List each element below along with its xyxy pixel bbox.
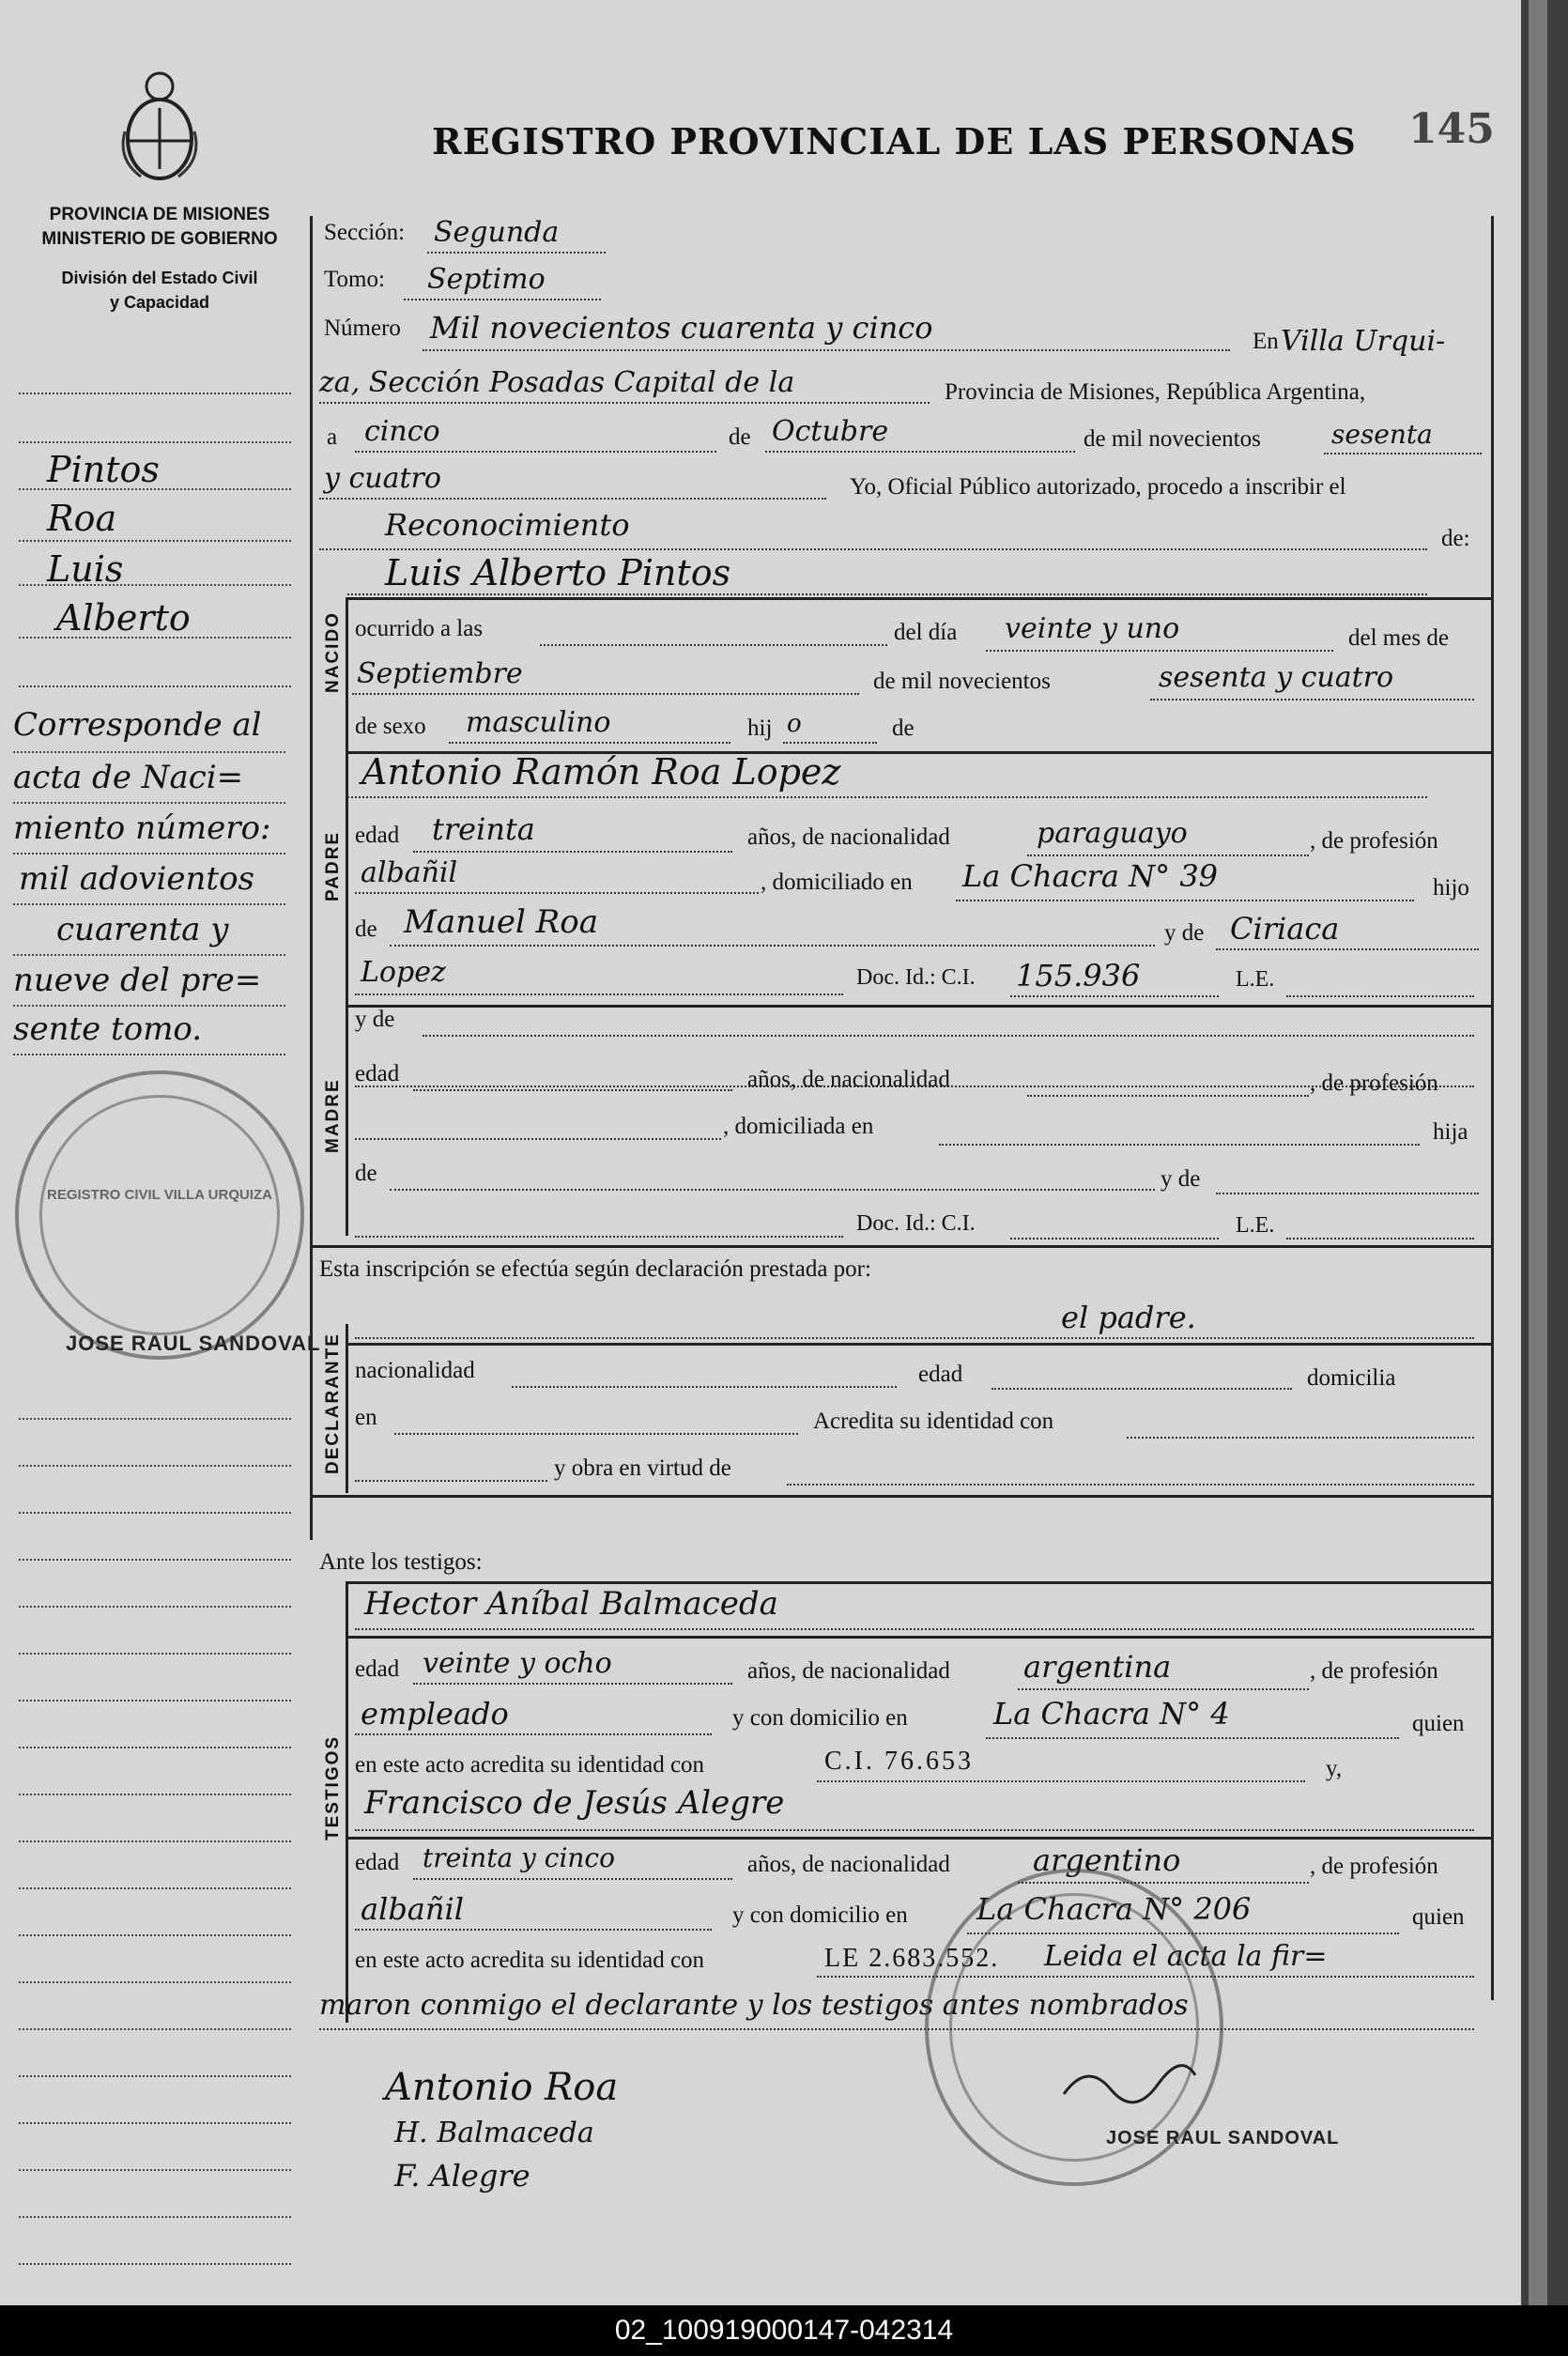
madre-y-de2-label: y de	[1161, 1166, 1201, 1192]
org-province: PROVINCIA DE MISIONES	[49, 205, 270, 224]
official-name-stamp-right	[1106, 2128, 1339, 2149]
margin-note-line: miento número:	[13, 809, 271, 847]
dia-value: cinco	[364, 415, 440, 448]
testigo-prof-label: , de profesión	[1310, 1658, 1438, 1684]
testigo1-nombre: Hector Aníbal Balmaceda	[364, 1585, 778, 1623]
declarante-en-label: en	[355, 1405, 377, 1430]
testigo1-dom: La Chacra N° 4	[993, 1696, 1230, 1732]
section-label-testigos: TESTIGOS	[323, 1734, 343, 1840]
de-colon-label: de:	[1441, 526, 1470, 551]
testigo2-prof: albañil	[361, 1891, 464, 1927]
madre-dom-label: , domiciliada en	[723, 1114, 874, 1139]
testigo1-nac: argentina	[1023, 1649, 1172, 1685]
en-label: En	[1253, 329, 1279, 354]
provincia-text: Provincia de Misiones, República Argentina,	[945, 379, 1366, 405]
ocurrido-label: ocurrido a las	[355, 616, 484, 641]
declarante-nac-label: nacionalidad	[355, 1358, 475, 1383]
acto-value: Reconocimiento	[385, 507, 630, 543]
document-title: REGISTRO PROVINCIAL DE LAS PERSONAS	[432, 120, 1357, 162]
padre-prof-value: albañil	[361, 856, 458, 889]
section-label-nacido: NACIDO	[323, 611, 343, 693]
a-label: a	[327, 424, 338, 450]
padre-de-label: de	[355, 916, 377, 942]
padre-madre-de: Ciriaca	[1230, 911, 1340, 947]
section-label-declarante: DECLARANTE	[323, 1332, 343, 1474]
official-name: JOSE RAUL SANDOVAL	[1106, 2128, 1340, 2148]
testigo2-dom: La Chacra N° 206	[976, 1891, 1252, 1927]
oficial-text: Yo, Oficial Público autorizado, procedo a inscribir el	[850, 474, 1346, 500]
hij-value: o	[787, 710, 802, 738]
padre-y-de-label: y de	[1164, 920, 1205, 946]
tomo-label: Tomo:	[324, 267, 385, 292]
margin-given-2: Alberto	[56, 597, 191, 639]
official-seal-stamp	[15, 1070, 304, 1360]
padre-dom-label: , domiciliado en	[761, 870, 913, 895]
org-capacity: y Capacidad	[109, 293, 210, 312]
section-divider	[310, 1245, 1491, 1248]
del-dia-label: del día	[894, 620, 958, 645]
testigo-acredita-label: en este acto acredita su identidad con	[355, 1948, 705, 1973]
padre-nac-label: años, de nacionalidad	[747, 824, 950, 850]
stamp-text: REGISTRO CIVIL VILLA URQUIZA	[46, 1187, 272, 1203]
section-divider	[347, 597, 1491, 600]
declarante-value: el padre.	[1061, 1300, 1196, 1335]
section-label-madre: MADRE	[323, 1078, 343, 1153]
declarante-acredita-label: Acredita su identidad con	[813, 1409, 1054, 1434]
testigo-acredita-label: en este acto acredita su identidad con	[355, 1752, 705, 1778]
padre-dom-value: La Chacra N° 39	[962, 858, 1219, 894]
testigo-y-label: y,	[1326, 1756, 1343, 1781]
testigo1-doc: C.I. 76.653	[824, 1747, 974, 1776]
testigo-edad-label: edad	[355, 1850, 400, 1875]
file-id-footer: 02_100919000147-042314	[0, 2305, 1568, 2356]
mes-value: Octubre	[772, 415, 889, 448]
signature-testigo-1: H. Balmaceda	[394, 2117, 594, 2149]
madre-le-label: L.E.	[1236, 1213, 1275, 1238]
madre-hija-label: hija	[1433, 1119, 1468, 1145]
section-divider	[347, 1005, 1491, 1008]
padre-edad-label: edad	[355, 823, 400, 848]
numero-value: Mil novecientos cuarenta y cinco	[430, 310, 933, 346]
madre-doc-label: Doc. Id.: C.I.	[856, 1211, 976, 1236]
nacido-anio-value: sesenta y cuatro	[1159, 661, 1394, 694]
nacido-mil-label: de mil novecientos	[873, 669, 1051, 694]
signature-official-scribble	[1059, 2056, 1200, 2113]
nacido-nombre: Luis Alberto Pintos	[385, 552, 731, 593]
section-column-border	[346, 597, 348, 1236]
margin-surname-1: Pintos	[47, 449, 160, 490]
official-name: JOSE RAUL SANDOVAL	[66, 1332, 321, 1355]
margin-note-line: acta de Naci=	[13, 759, 244, 796]
testigo2-nombre: Francisco de Jesús Alegre	[364, 1784, 785, 1822]
margin-surname-2: Roa	[47, 498, 117, 539]
testigo2-nac: argentino	[1033, 1842, 1181, 1878]
section-divider	[347, 1343, 1491, 1346]
testigo-quien2-label: quien	[1412, 1904, 1465, 1930]
padre-nac-value: paraguayo	[1037, 817, 1188, 850]
madre-y-de-label: y de	[355, 1007, 395, 1032]
section-divider	[347, 1581, 1491, 1584]
section-column-border	[346, 1324, 348, 1493]
padre-le-label: L.E.	[1236, 967, 1275, 992]
testigo-dom-label: y con domicilio en	[732, 1705, 908, 1731]
testigo-nac-label: años, de nacionalidad	[747, 1658, 950, 1684]
org-division: División del Estado Civil	[61, 269, 258, 287]
testigo1-prof: empleado	[361, 1696, 509, 1732]
margin-note-line: cuarenta y	[56, 911, 229, 948]
signature-declarante: Antonio Roa	[385, 2066, 619, 2109]
signature-testigo-2: F. Alegre	[394, 2158, 530, 2194]
numero-label: Número	[324, 316, 401, 341]
del-mes-label: del mes de	[1348, 625, 1449, 651]
testigo-quien-label: quien	[1412, 1711, 1465, 1736]
padre-nombre: Antonio Ramón Roa Lopez	[361, 751, 841, 793]
section-column-border	[346, 1581, 348, 2023]
closing-line-2: maron conmigo el declarante y los testigos antes nombrados	[319, 1989, 1189, 2022]
declarante-dom-label: domicilia	[1307, 1365, 1396, 1391]
padre-doc-value: 155.936	[1016, 958, 1141, 993]
margin-note-line: Corresponde al	[13, 706, 262, 744]
margin-given-1: Luis	[47, 548, 124, 590]
page-number: 145	[1408, 105, 1495, 153]
margin-note-line: mil adovientos	[19, 860, 254, 898]
madre-edad-label: edad	[355, 1061, 400, 1086]
nacido-de-label: de	[892, 716, 915, 741]
madre-de-label: de	[355, 1161, 377, 1186]
de-label: de	[729, 424, 751, 450]
tomo-value: Septimo	[427, 263, 546, 296]
en-value: Villa Urqui-	[1281, 325, 1446, 358]
declarante-obra-label: y obra en virtud de	[554, 1455, 731, 1481]
madre-prof-label: , de profesión	[1310, 1070, 1438, 1096]
padre-hijo-label: hijo	[1433, 875, 1469, 901]
declarante-edad-label: edad	[918, 1362, 963, 1387]
official-name-stamp-left	[66, 1332, 320, 1356]
org-ministry: MINISTERIO DE GOBIERNO	[41, 229, 278, 249]
place-continued: za, Sección Posadas Capital de la	[319, 366, 795, 399]
nacido-mes-value: Septiembre	[357, 657, 523, 690]
seccion-label: Sección:	[324, 220, 406, 245]
testigo1-edad: veinte y ocho	[423, 1647, 612, 1680]
padre-padre-de: Manuel Roa	[404, 903, 599, 941]
testigo2-edad: treinta y cinco	[423, 1842, 615, 1873]
testigo-edad-label: edad	[355, 1656, 400, 1682]
testigo-nac-label: años, de nacionalidad	[747, 1852, 950, 1877]
testigo-prof-label: , de profesión	[1310, 1854, 1438, 1879]
padre-edad-value: treinta	[432, 811, 535, 847]
testigo2-doc: LE 2.683.552.	[824, 1944, 1000, 1973]
anio-value: sesenta	[1331, 419, 1433, 450]
margin-note-line: nueve del pre=	[13, 962, 262, 999]
section-divider	[347, 1837, 1491, 1840]
nacido-dia-value: veinte y uno	[1005, 612, 1180, 645]
hij-label: hij	[747, 716, 773, 741]
section-label-padre: PADRE	[323, 830, 343, 901]
declarante-intro: Esta inscripción se efectúa según declaración prestada por:	[319, 1256, 871, 1282]
paper-edge	[1521, 0, 1568, 2305]
padre-prof-label: , de profesión	[1310, 828, 1438, 854]
testigos-intro: Ante los testigos:	[319, 1549, 483, 1575]
testigo-dom-label: y con domicilio en	[732, 1902, 908, 1928]
sexo-value: masculino	[466, 706, 611, 739]
seccion-value: Segunda	[434, 216, 560, 249]
form-right-border	[1491, 216, 1494, 2000]
closing-line-1: Leida el acta la fir=	[1044, 1940, 1328, 1973]
anio-continued: y cuatro	[324, 462, 441, 495]
coat-of-arms-emblem	[117, 66, 202, 188]
margin-note-line: sente tomo.	[13, 1010, 203, 1048]
padre-doc-label: Doc. Id.: C.I.	[856, 965, 976, 990]
mil-text: de mil novecientos	[1084, 426, 1261, 452]
section-divider	[347, 1636, 1491, 1639]
padre-madre-de-cont: Lopez	[361, 956, 446, 989]
sexo-label: de sexo	[355, 714, 426, 739]
section-divider	[310, 1495, 1491, 1498]
madre-nac-label: años, de nacionalidad	[747, 1067, 950, 1092]
